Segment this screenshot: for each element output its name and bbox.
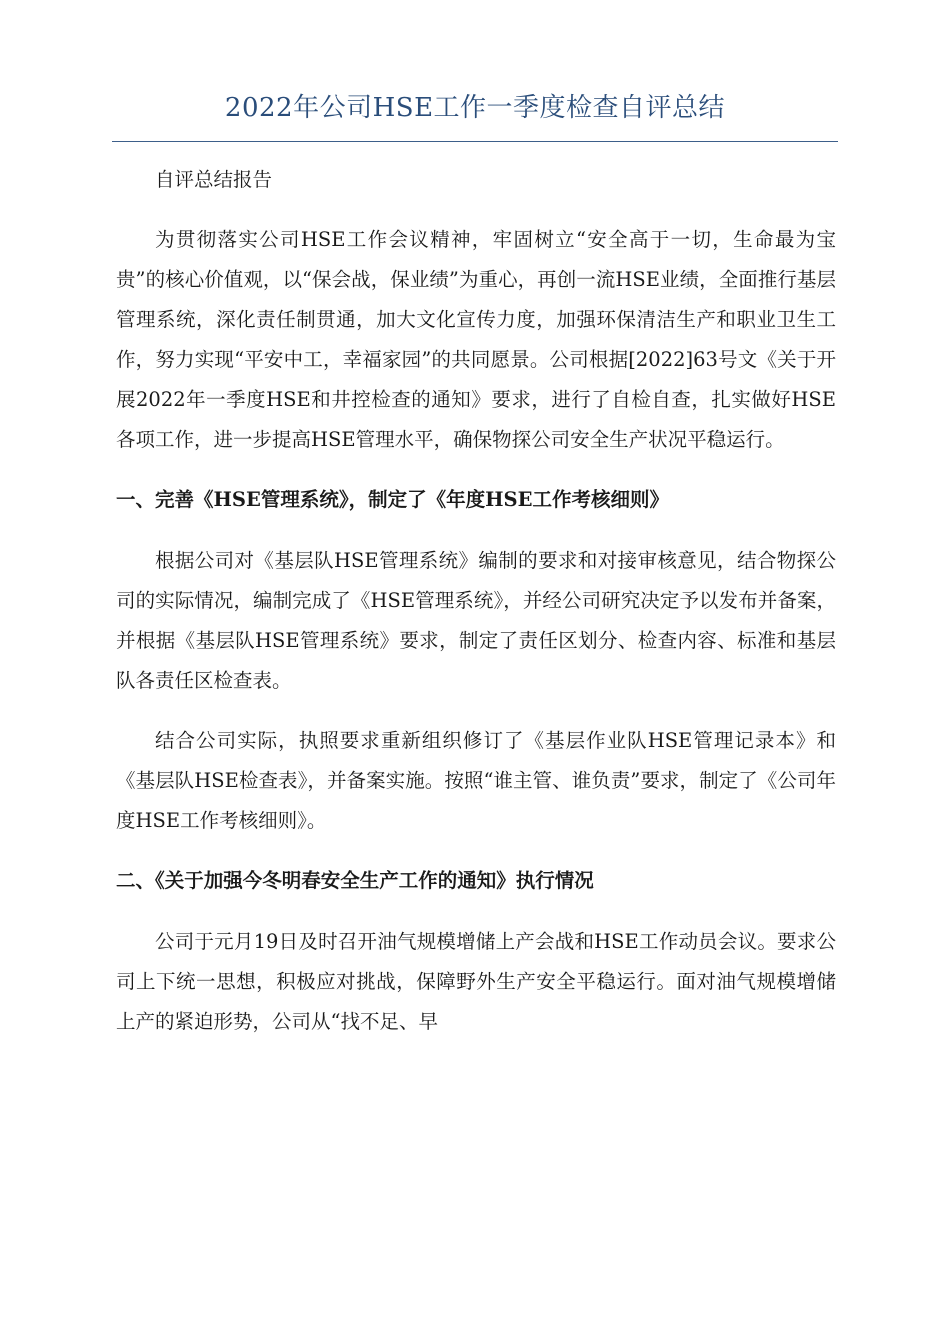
section-2-paragraph-1: 公司于元月19日及时召开油气规模增储上产会战和HSE工作动员会议。要求公司上下统一思想，积极应对挑战，保障野外生产安全平稳运行。面对油气规模增储上产的紧迫形势，公司从“找不足、早: [116, 930, 836, 1033]
section-1-heading: 一、完善《HSE管理系统》，制定了《年度HSE工作考核细则》: [116, 488, 669, 511]
document-body: [116, 160, 836, 1062]
intro-paragraph: 为贯彻落实公司HSE工作会议精神，牢固树立“安全高于一切，生命最为宝贵”的核心价值观，以“保会战，保业绩”为重心，再创一流HSE业绩，全面推行基层管理系统，深化责任制贯通，加大文化宣传力度，加强环保清洁生产和职业卫生工作，努力实现“平安中工，幸福家园”的共同愿景。公司根据[2022]63号文《关于开展2022年一季度HSE和井控检查的通知》要求，进行了自检自查，扎实做好HSE各项工作，进一步提高HSE管理水平，确保物探公司安全生产状况平稳运行。: [116, 228, 836, 451]
document-title: 2022年公司HSE工作一季度检查自评总结: [224, 93, 726, 123]
title-divider: [112, 141, 838, 142]
section-1-paragraph-2: 结合公司实际，执照要求重新组织修订了《基层作业队HSE管理记录本》和《基层队HSE检查表》，并备案实施。按照“谁主管、谁负责”要求，制定了《公司年度HSE工作考核细则》。: [116, 729, 836, 832]
report-subtitle: 自评总结报告: [155, 168, 273, 191]
section-2-heading: 二、《关于加强今冬明春安全生产工作的通知》执行情况: [116, 869, 594, 892]
section-1-paragraph-1: 根据公司对《基层队HSE管理系统》编制的要求和对接审核意见，结合物探公司的实际情况，编制完成了《HSE管理系统》，并经公司研究决定予以发布并备案，并根据《基层队HSE管理系统》要求，制定了责任区划分、检查内容、标准和基层队各责任区检查表。: [116, 549, 836, 692]
